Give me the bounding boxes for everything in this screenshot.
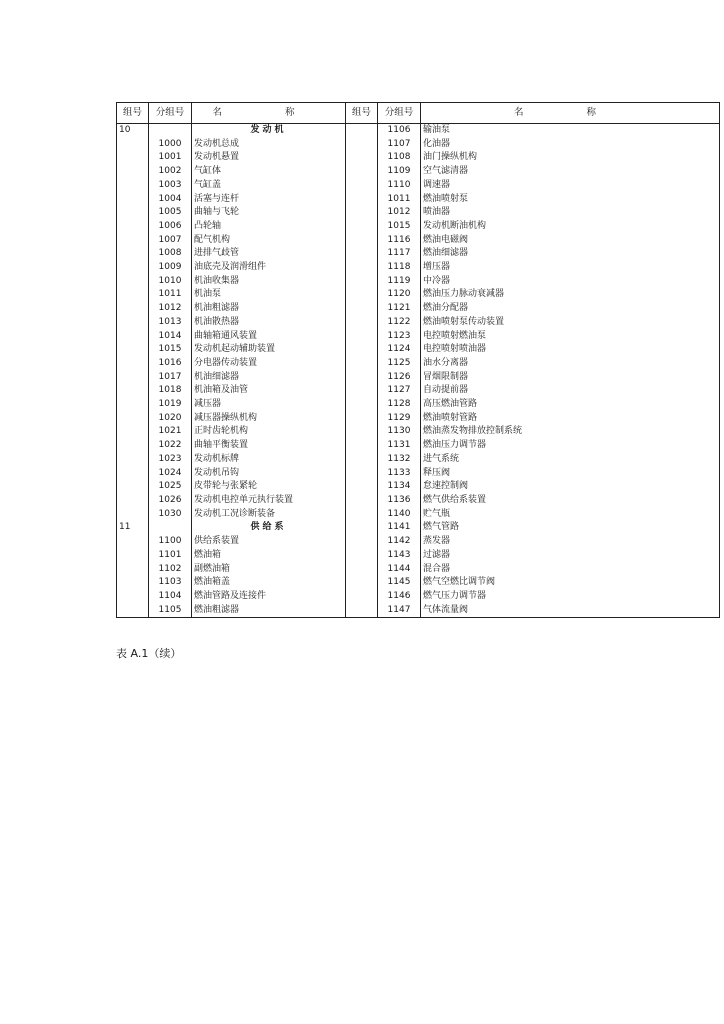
part-name-cell: 过滤器 bbox=[421, 549, 720, 563]
part-name-cell: 输油泵 bbox=[421, 124, 720, 138]
subgroup-code-cell: 1132 bbox=[378, 453, 421, 467]
part-name-cell: 机油泵 bbox=[192, 288, 346, 302]
part-name-cell: 电控喷射燃油泵 bbox=[421, 330, 720, 344]
group-code-cell bbox=[117, 234, 149, 248]
group-code-cell bbox=[117, 357, 149, 371]
table-row bbox=[117, 138, 720, 152]
part-name-cell: 油门操纵机构 bbox=[421, 151, 720, 165]
part-name-cell: 发动机断油机构 bbox=[421, 220, 720, 234]
group-code-cell bbox=[117, 275, 149, 289]
part-name-cell: 燃油压力调节器 bbox=[421, 439, 720, 453]
subgroup-code-cell: 1006 bbox=[149, 220, 192, 234]
part-name-cell: 进排气歧管 bbox=[192, 247, 346, 261]
subgroup-code-cell: 1018 bbox=[149, 384, 192, 398]
subgroup-code-cell: 1130 bbox=[378, 425, 421, 439]
part-name-cell: 怠速控制阀 bbox=[421, 480, 720, 494]
table-row bbox=[117, 412, 720, 426]
subgroup-code-cell: 1143 bbox=[378, 549, 421, 563]
section-heading: 供给系 bbox=[192, 521, 346, 535]
subgroup-code-cell: 1144 bbox=[378, 563, 421, 577]
subgroup-code-cell: 1110 bbox=[378, 179, 421, 193]
part-name-cell: 发动机悬置 bbox=[192, 151, 346, 165]
subgroup-code-cell: 1019 bbox=[149, 398, 192, 412]
group-code-cell bbox=[117, 316, 149, 330]
subgroup-code-cell: 1127 bbox=[378, 384, 421, 398]
subgroup-code-cell: 1108 bbox=[378, 151, 421, 165]
part-name-cell: 喷油器 bbox=[421, 206, 720, 220]
subgroup-code-cell: 1008 bbox=[149, 247, 192, 261]
subgroup-code-cell: 1010 bbox=[149, 275, 192, 289]
part-name-cell: 燃油箱 bbox=[192, 549, 346, 563]
subgroup-code-cell: 1106 bbox=[378, 124, 421, 138]
table-row bbox=[117, 535, 720, 549]
group-code-cell bbox=[346, 234, 378, 248]
table-row bbox=[117, 247, 720, 261]
subgroup-code-cell: 1136 bbox=[378, 494, 421, 508]
group-code-cell bbox=[117, 453, 149, 467]
table-row bbox=[117, 439, 720, 453]
table-row bbox=[117, 193, 720, 207]
group-code-cell bbox=[346, 549, 378, 563]
part-name-cell: 曲轴平衡装置 bbox=[192, 439, 346, 453]
table-row bbox=[117, 316, 720, 330]
table-row bbox=[117, 330, 720, 344]
group-code-cell bbox=[346, 151, 378, 165]
subgroup-code-cell: 1103 bbox=[149, 576, 192, 590]
header-subgroup-left: 分组号 bbox=[149, 103, 192, 124]
subgroup-code-cell: 1030 bbox=[149, 508, 192, 522]
section-heading: 发动机 bbox=[192, 124, 346, 138]
subgroup-code-cell: 1013 bbox=[149, 316, 192, 330]
subgroup-code-cell: 1011 bbox=[149, 288, 192, 302]
part-name-cell: 燃油喷射泵 bbox=[421, 193, 720, 207]
subgroup-code-cell: 1122 bbox=[378, 316, 421, 330]
subgroup-code-cell: 1117 bbox=[378, 247, 421, 261]
subgroup-code-cell: 1017 bbox=[149, 371, 192, 385]
group-code-cell bbox=[117, 398, 149, 412]
subgroup-code-cell: 1022 bbox=[149, 439, 192, 453]
part-name-cell: 机油收集器 bbox=[192, 275, 346, 289]
group-code-cell bbox=[117, 330, 149, 344]
group-code-cell bbox=[117, 604, 149, 618]
table-header-row bbox=[117, 103, 720, 124]
part-name-cell: 电控喷射喷油器 bbox=[421, 343, 720, 357]
subgroup-code-cell bbox=[149, 124, 192, 138]
subgroup-code-cell: 1124 bbox=[378, 343, 421, 357]
table-row bbox=[117, 453, 720, 467]
part-name-cell: 减压器操纵机构 bbox=[192, 412, 346, 426]
group-code-cell bbox=[346, 316, 378, 330]
subgroup-code-cell: 1021 bbox=[149, 425, 192, 439]
group-code-cell bbox=[117, 425, 149, 439]
group-code-cell bbox=[117, 343, 149, 357]
part-name-cell: 调速器 bbox=[421, 179, 720, 193]
subgroup-code-cell: 1118 bbox=[378, 261, 421, 275]
group-code-cell bbox=[346, 590, 378, 604]
table-row bbox=[117, 563, 720, 577]
part-name-cell: 高压燃油管路 bbox=[421, 398, 720, 412]
part-name-cell: 燃油管路及连接件 bbox=[192, 590, 346, 604]
part-name-cell: 机油散热器 bbox=[192, 316, 346, 330]
subgroup-code-cell: 1011 bbox=[378, 193, 421, 207]
part-name-cell: 供给系装置 bbox=[192, 535, 346, 549]
subgroup-code-cell: 1145 bbox=[378, 576, 421, 590]
group-code-cell bbox=[117, 494, 149, 508]
group-code-cell bbox=[117, 302, 149, 316]
group-code-cell bbox=[346, 480, 378, 494]
table-row bbox=[117, 480, 720, 494]
group-code-cell bbox=[117, 247, 149, 261]
table-row bbox=[117, 521, 720, 535]
header-name-left: 名 称 bbox=[192, 103, 346, 124]
header-name-right: 名 称 bbox=[421, 103, 720, 124]
subgroup-code-cell: 1123 bbox=[378, 330, 421, 344]
part-name-cell: 化油器 bbox=[421, 138, 720, 152]
parts-code-table bbox=[116, 102, 720, 618]
subgroup-code-cell: 1109 bbox=[378, 165, 421, 179]
part-name-cell: 燃油电磁阀 bbox=[421, 234, 720, 248]
group-code-cell bbox=[117, 165, 149, 179]
subgroup-code-cell: 1003 bbox=[149, 179, 192, 193]
group-code-cell bbox=[346, 343, 378, 357]
part-name-cell: 气体流量阀 bbox=[421, 604, 720, 618]
group-code-cell bbox=[346, 412, 378, 426]
table-row bbox=[117, 179, 720, 193]
part-name-cell: 发动机总成 bbox=[192, 138, 346, 152]
part-name-cell: 分电器传动装置 bbox=[192, 357, 346, 371]
group-code-cell bbox=[117, 576, 149, 590]
subgroup-code-cell: 1116 bbox=[378, 234, 421, 248]
part-name-cell: 正时齿轮机构 bbox=[192, 425, 346, 439]
part-name-cell: 释压阀 bbox=[421, 467, 720, 481]
subgroup-code-cell: 1146 bbox=[378, 590, 421, 604]
part-name-cell: 凸轮轴 bbox=[192, 220, 346, 234]
table-row bbox=[117, 124, 720, 138]
subgroup-code-cell: 1140 bbox=[378, 508, 421, 522]
part-name-cell: 机油粗滤器 bbox=[192, 302, 346, 316]
group-code-cell bbox=[117, 563, 149, 577]
subgroup-code-cell: 1147 bbox=[378, 604, 421, 618]
group-code-cell bbox=[346, 384, 378, 398]
group-code-cell bbox=[346, 302, 378, 316]
subgroup-code-cell: 1134 bbox=[378, 480, 421, 494]
subgroup-code-cell: 1102 bbox=[149, 563, 192, 577]
subgroup-code-cell: 1012 bbox=[149, 302, 192, 316]
group-code-cell bbox=[346, 193, 378, 207]
part-name-cell: 自动提前器 bbox=[421, 384, 720, 398]
group-code-cell bbox=[117, 439, 149, 453]
group-code-cell bbox=[346, 330, 378, 344]
group-code-cell bbox=[117, 371, 149, 385]
group-code-cell bbox=[346, 563, 378, 577]
table-row bbox=[117, 384, 720, 398]
subgroup-code-cell: 1004 bbox=[149, 193, 192, 207]
subgroup-code-cell: 1126 bbox=[378, 371, 421, 385]
group-code-cell bbox=[117, 467, 149, 481]
group-code-cell bbox=[117, 220, 149, 234]
part-name-cell: 混合器 bbox=[421, 563, 720, 577]
group-code-cell bbox=[346, 357, 378, 371]
table-row bbox=[117, 206, 720, 220]
subgroup-code-cell: 1007 bbox=[149, 234, 192, 248]
subgroup-code-cell: 1009 bbox=[149, 261, 192, 275]
part-name-cell: 油底壳及润滑组件 bbox=[192, 261, 346, 275]
part-name-cell: 气缸体 bbox=[192, 165, 346, 179]
table-row bbox=[117, 357, 720, 371]
group-code-cell bbox=[117, 508, 149, 522]
table-row bbox=[117, 151, 720, 165]
group-code-cell bbox=[346, 371, 378, 385]
part-name-cell: 燃油粗滤器 bbox=[192, 604, 346, 618]
group-code-cell bbox=[346, 206, 378, 220]
subgroup-code-cell: 1119 bbox=[378, 275, 421, 289]
group-code-cell: 10 bbox=[117, 124, 149, 138]
table-row bbox=[117, 343, 720, 357]
subgroup-code-cell: 1012 bbox=[378, 206, 421, 220]
part-name-cell: 皮带轮与张紧轮 bbox=[192, 480, 346, 494]
group-code-cell bbox=[346, 425, 378, 439]
subgroup-code-cell: 1000 bbox=[149, 138, 192, 152]
header-group-right: 组号 bbox=[346, 103, 378, 124]
group-code-cell bbox=[117, 288, 149, 302]
table-row bbox=[117, 467, 720, 481]
group-code-cell bbox=[117, 138, 149, 152]
group-code-cell bbox=[346, 288, 378, 302]
part-name-cell: 减压器 bbox=[192, 398, 346, 412]
table-row bbox=[117, 590, 720, 604]
group-code-cell bbox=[117, 206, 149, 220]
subgroup-code-cell: 1142 bbox=[378, 535, 421, 549]
group-code-cell bbox=[117, 193, 149, 207]
group-code-cell bbox=[346, 576, 378, 590]
subgroup-code-cell: 1125 bbox=[378, 357, 421, 371]
subgroup-code-cell: 1016 bbox=[149, 357, 192, 371]
group-code-cell bbox=[117, 480, 149, 494]
subgroup-code-cell: 1129 bbox=[378, 412, 421, 426]
table-row bbox=[117, 275, 720, 289]
part-name-cell: 曲轴箱通风装置 bbox=[192, 330, 346, 344]
subgroup-code-cell: 1001 bbox=[149, 151, 192, 165]
group-code-cell: 11 bbox=[117, 521, 149, 535]
group-code-cell bbox=[346, 535, 378, 549]
part-name-cell: 空气滤清器 bbox=[421, 165, 720, 179]
group-code-cell bbox=[346, 453, 378, 467]
part-name-cell: 燃油分配器 bbox=[421, 302, 720, 316]
part-name-cell: 增压器 bbox=[421, 261, 720, 275]
part-name-cell: 发动机起动辅助装置 bbox=[192, 343, 346, 357]
part-name-cell: 燃油喷射管路 bbox=[421, 412, 720, 426]
subgroup-code-cell: 1104 bbox=[149, 590, 192, 604]
group-code-cell bbox=[117, 151, 149, 165]
subgroup-code-cell: 1121 bbox=[378, 302, 421, 316]
group-code-cell bbox=[346, 275, 378, 289]
subgroup-code-cell: 1026 bbox=[149, 494, 192, 508]
part-name-cell: 油水分离器 bbox=[421, 357, 720, 371]
group-code-cell bbox=[346, 165, 378, 179]
table-row bbox=[117, 261, 720, 275]
group-code-cell bbox=[117, 384, 149, 398]
table-row bbox=[117, 302, 720, 316]
table-row bbox=[117, 234, 720, 248]
part-name-cell: 燃油细滤器 bbox=[421, 247, 720, 261]
part-name-cell: 配气机构 bbox=[192, 234, 346, 248]
table-row bbox=[117, 604, 720, 618]
part-name-cell: 燃气压力调节器 bbox=[421, 590, 720, 604]
subgroup-code-cell: 1101 bbox=[149, 549, 192, 563]
part-name-cell: 燃油喷射泵传动装置 bbox=[421, 316, 720, 330]
header-group-left: 组号 bbox=[117, 103, 149, 124]
group-code-cell bbox=[346, 247, 378, 261]
part-name-cell: 副燃油箱 bbox=[192, 563, 346, 577]
subgroup-code-cell: 1005 bbox=[149, 206, 192, 220]
subgroup-code-cell: 1131 bbox=[378, 439, 421, 453]
part-name-cell: 蒸发器 bbox=[421, 535, 720, 549]
group-code-cell bbox=[117, 179, 149, 193]
subgroup-code-cell: 1105 bbox=[149, 604, 192, 618]
subgroup-code-cell: 1014 bbox=[149, 330, 192, 344]
group-code-cell bbox=[117, 535, 149, 549]
group-code-cell bbox=[346, 220, 378, 234]
table-row bbox=[117, 288, 720, 302]
subgroup-code-cell: 1100 bbox=[149, 535, 192, 549]
part-name-cell: 燃气供给系装置 bbox=[421, 494, 720, 508]
part-name-cell: 燃油压力脉动衰减器 bbox=[421, 288, 720, 302]
group-code-cell bbox=[346, 179, 378, 193]
part-name-cell: 机油细滤器 bbox=[192, 371, 346, 385]
part-name-cell: 气缸盖 bbox=[192, 179, 346, 193]
group-code-cell bbox=[346, 521, 378, 535]
group-code-cell bbox=[117, 549, 149, 563]
subgroup-code-cell: 1141 bbox=[378, 521, 421, 535]
group-code-cell bbox=[346, 124, 378, 138]
part-name-cell: 曲轴与飞轮 bbox=[192, 206, 346, 220]
part-name-cell: 燃气管路 bbox=[421, 521, 720, 535]
table-body bbox=[117, 124, 720, 618]
table-row bbox=[117, 398, 720, 412]
subgroup-code-cell: 1024 bbox=[149, 467, 192, 481]
group-code-cell bbox=[346, 439, 378, 453]
table-row bbox=[117, 165, 720, 179]
table-row bbox=[117, 508, 720, 522]
group-code-cell bbox=[117, 412, 149, 426]
part-name-cell: 进气系统 bbox=[421, 453, 720, 467]
table-row bbox=[117, 549, 720, 563]
part-name-cell: 中冷器 bbox=[421, 275, 720, 289]
group-code-cell bbox=[117, 590, 149, 604]
part-name-cell: 发动机吊钩 bbox=[192, 467, 346, 481]
part-name-cell: 冒烟限制器 bbox=[421, 371, 720, 385]
part-name-cell: 发动机电控单元执行装置 bbox=[192, 494, 346, 508]
subgroup-code-cell: 1020 bbox=[149, 412, 192, 426]
group-code-cell bbox=[346, 494, 378, 508]
subgroup-code-cell: 1015 bbox=[378, 220, 421, 234]
group-code-cell bbox=[346, 508, 378, 522]
group-code-cell bbox=[117, 261, 149, 275]
subgroup-code-cell: 1002 bbox=[149, 165, 192, 179]
subgroup-code-cell: 1107 bbox=[378, 138, 421, 152]
subgroup-code-cell: 1120 bbox=[378, 288, 421, 302]
group-code-cell bbox=[346, 604, 378, 618]
part-name-cell: 燃油蒸发物排放控制系统 bbox=[421, 425, 720, 439]
table-row bbox=[117, 576, 720, 590]
part-name-cell: 燃气空燃比调节阀 bbox=[421, 576, 720, 590]
part-name-cell: 机油箱及油管 bbox=[192, 384, 346, 398]
group-code-cell bbox=[346, 398, 378, 412]
subgroup-code-cell: 1133 bbox=[378, 467, 421, 481]
group-code-cell bbox=[346, 467, 378, 481]
subgroup-code-cell: 1025 bbox=[149, 480, 192, 494]
table-caption: 表 A.1（续） bbox=[116, 647, 182, 660]
part-name-cell: 贮气瓶 bbox=[421, 508, 720, 522]
table-row bbox=[117, 371, 720, 385]
part-name-cell: 活塞与连杆 bbox=[192, 193, 346, 207]
subgroup-code-cell: 1015 bbox=[149, 343, 192, 357]
table-row bbox=[117, 220, 720, 234]
part-name-cell: 发动机标牌 bbox=[192, 453, 346, 467]
group-code-cell bbox=[346, 138, 378, 152]
subgroup-code-cell: 1023 bbox=[149, 453, 192, 467]
group-code-cell bbox=[346, 261, 378, 275]
table-row bbox=[117, 425, 720, 439]
subgroup-code-cell bbox=[149, 521, 192, 535]
part-name-cell: 发动机工况诊断装备 bbox=[192, 508, 346, 522]
part-name-cell: 燃油箱盖 bbox=[192, 576, 346, 590]
header-subgroup-right: 分组号 bbox=[378, 103, 421, 124]
table-row bbox=[117, 494, 720, 508]
subgroup-code-cell: 1128 bbox=[378, 398, 421, 412]
